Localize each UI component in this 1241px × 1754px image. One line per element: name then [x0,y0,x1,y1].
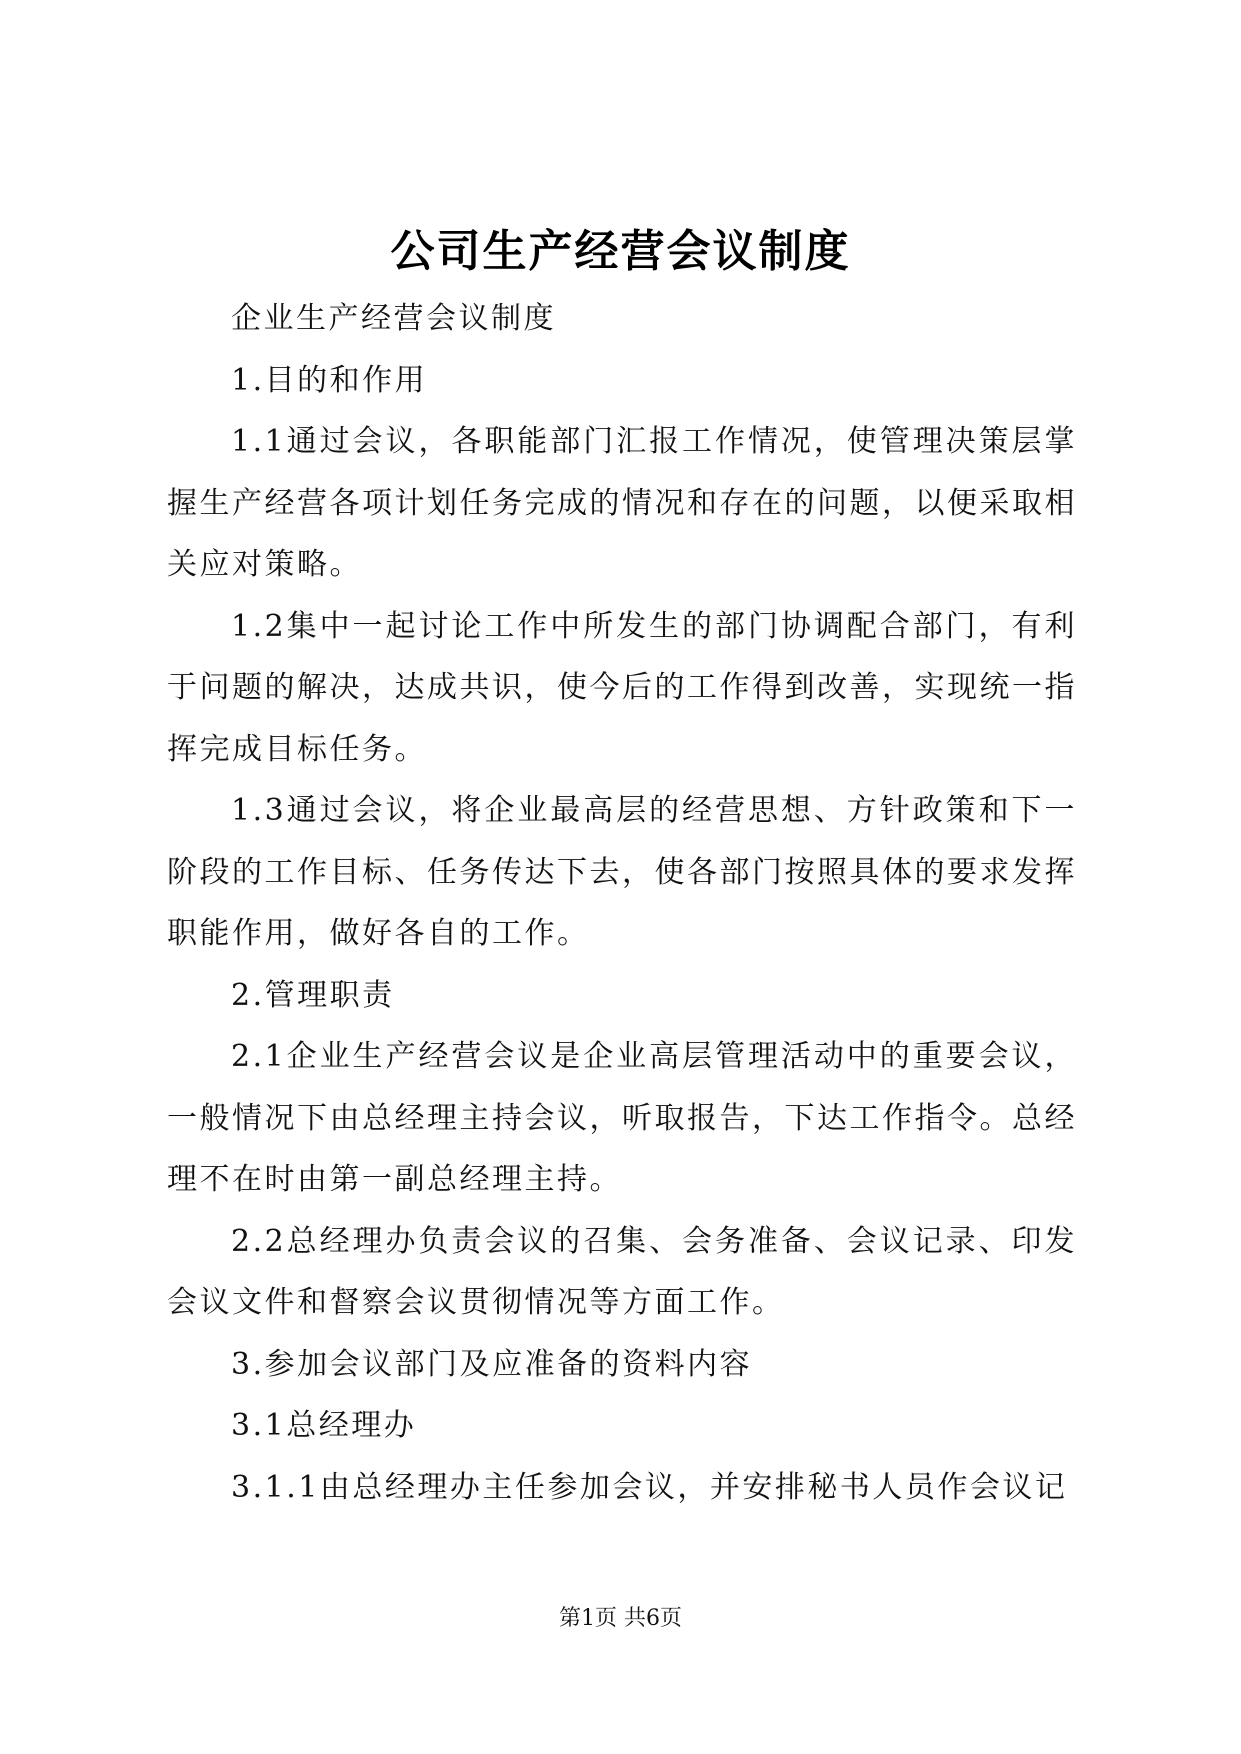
paragraph-2-1: 2.1企业生产经营会议是企业高层管理活动中的重要会议，一般情况下由总经理主持会议，听取报告，下达工作指令。总经理不在时由第一副总经理主持。 [167,1039,1077,1197]
paragraph-1-1: 1.1通过会议，各职能部门汇报工作情况，使管理决策层掌握生产经营各项计划任务完成的情况和存在的问题，以便采取相关应对策略。 [167,424,1077,582]
paragraph-3-1-heading: 3.1总经理办 [231,1408,417,1443]
paragraph-section-1-heading: 1.目的和作用 [231,362,428,398]
paragraph-section-2-heading: 2.管理职责 [231,977,395,1013]
document-title: 公司生产经营会议制度 [390,226,851,277]
page-number-label: 第1页 共6页 [559,1606,682,1631]
document-body [167,288,1077,1518]
paragraph-2-2: 2.2总经理办负责会议的召集、会务准备、会议记录、印发会议文件和督察会议贯彻情况等方面工作。 [167,1223,1077,1320]
page-footer [0,1604,1241,1634]
paragraph-1-3: 1.3通过会议，将企业最高层的经营思想、方针政策和下一阶段的工作目标、任务传达下去，使各部门按照具体的要求发挥职能作用，做好各自的工作。 [167,793,1077,951]
paragraph-1-2: 1.2集中一起讨论工作中所发生的部门协调配合部门，有利于问题的解决，达成共识，使今后的工作得到改善，实现统一指挥完成目标任务。 [167,608,1077,767]
paragraph-section-3-heading: 3.参加会议部门及应准备的资料内容 [231,1346,753,1382]
paragraph-subtitle: 企业生产经营会议制度 [231,301,556,336]
paragraph-3-1-1: 3.1.1由总经理办主任参加会议，并安排秘书人员作会议记 [231,1469,1068,1505]
